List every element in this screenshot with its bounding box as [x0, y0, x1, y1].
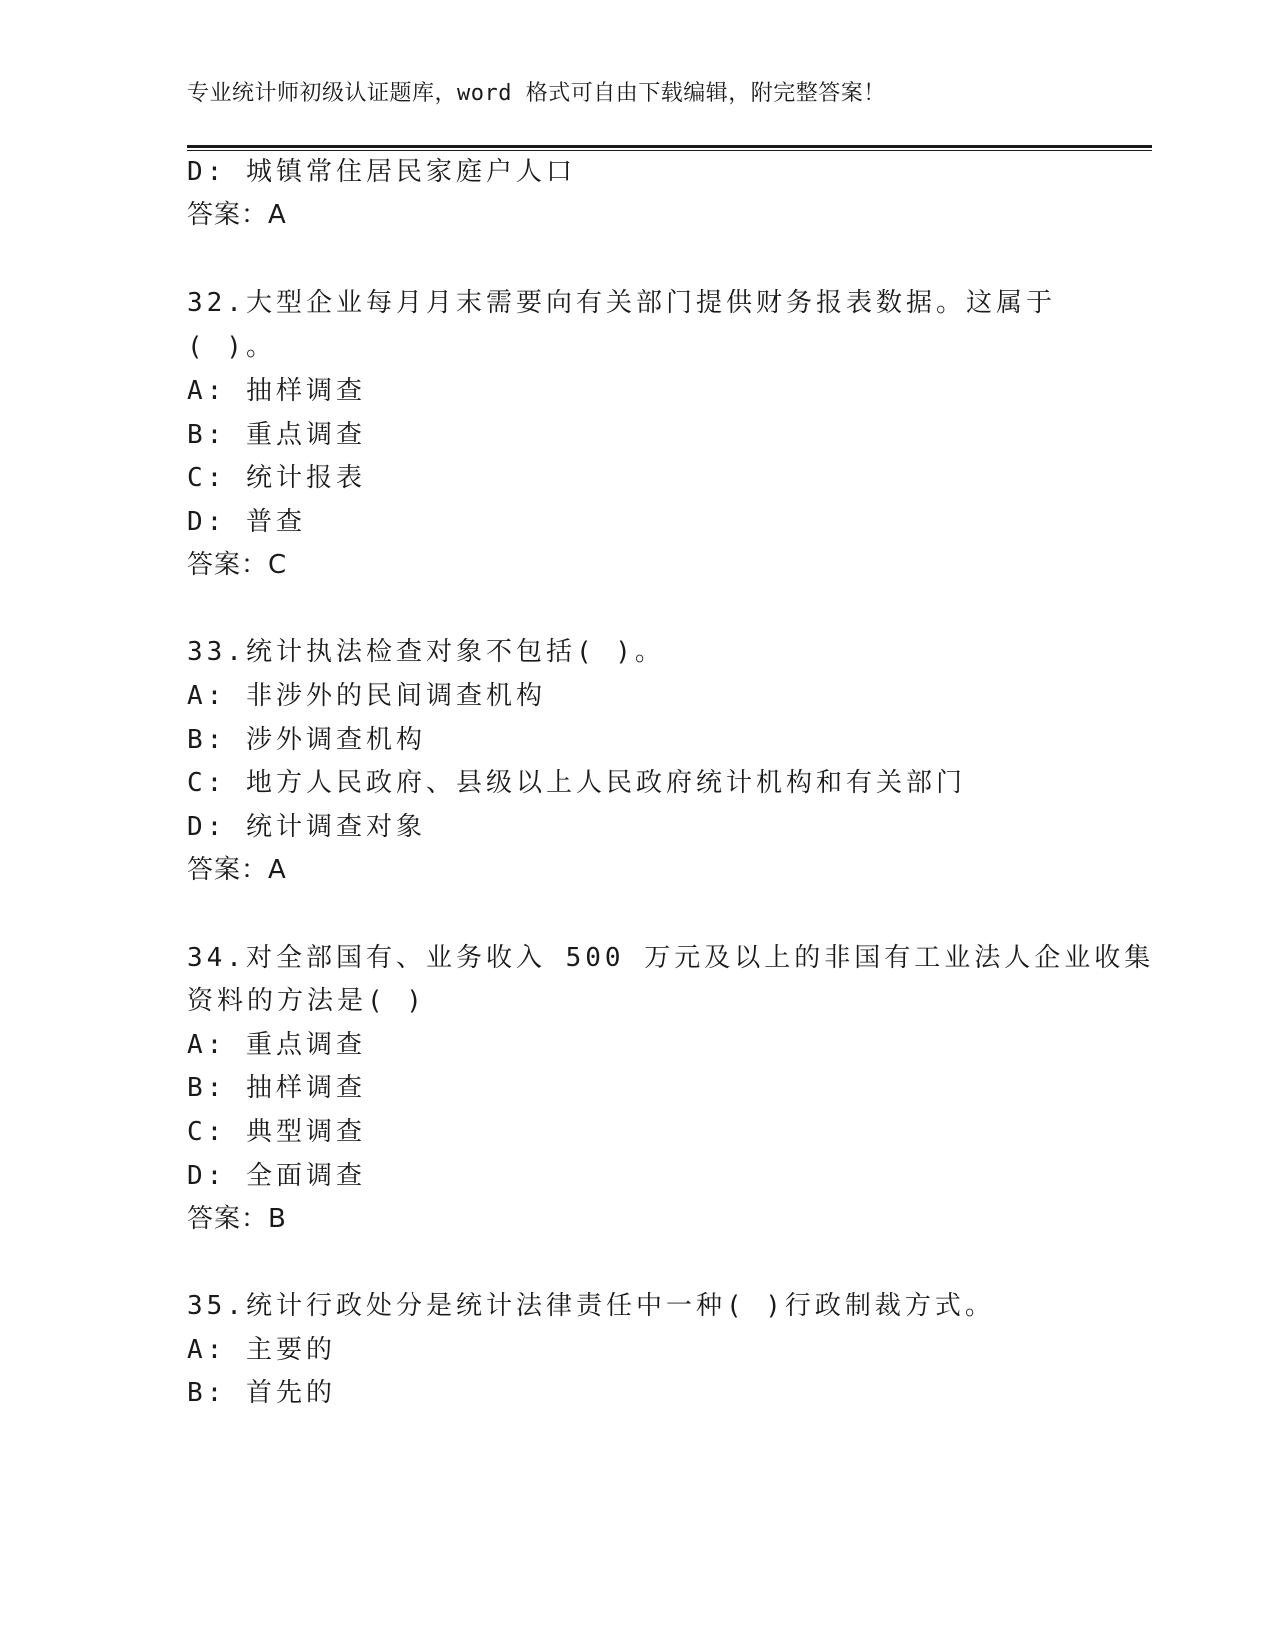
prev-option-d: D: 城镇常住居民家庭户人口 — [187, 157, 576, 187]
q35-stem-line1: 35.统计行政处分是统计法律责任中一种( )行政制裁方式。 — [187, 1291, 995, 1321]
q33-answer: 答案：A — [187, 855, 287, 885]
q34-option-c: C: 典型调查 — [187, 1117, 366, 1147]
q32-stem-line1: 32.大型企业每月月末需要向有关部门提供财务报表数据。这属于 — [187, 288, 1056, 318]
header-rule-thick — [187, 145, 1152, 148]
q33-option-a: A: 非涉外的民间调查机构 — [187, 681, 546, 711]
q34-answer: 答案：B — [187, 1204, 287, 1234]
q34-option-a: A: 重点调查 — [187, 1030, 366, 1060]
q32-option-c: C: 统计报表 — [187, 463, 366, 493]
q33-option-c: C: 地方人民政府、县级以上人民政府统计机构和有关部门 — [187, 768, 966, 798]
q34-option-b: B: 抽样调查 — [187, 1073, 366, 1103]
prev-answer: 答案：A — [187, 200, 287, 230]
page-header: 专业统计师初级认证题库，word 格式可自由下载编辑，附完整答案！ — [187, 81, 886, 106]
q35-option-b: B: 首先的 — [187, 1378, 336, 1408]
q33-option-d: D: 统计调查对象 — [187, 812, 426, 842]
q32-stem-line2: ( )。 — [187, 332, 276, 362]
q32-option-a: A: 抽样调查 — [187, 376, 366, 406]
q34-stem-line1: 34.对全部国有、业务收入 500 万元及以上的非国有工业法人企业收集 — [187, 943, 1155, 973]
q33-option-b: B: 涉外调查机构 — [187, 725, 426, 755]
q32-answer: 答案：C — [187, 550, 288, 580]
q35-option-a: A: 主要的 — [187, 1335, 336, 1365]
q34-stem-line2: 资料的方法是( ) — [187, 986, 426, 1016]
q33-stem-line1: 33.统计执法检查对象不包括( )。 — [187, 637, 665, 667]
q32-option-d: D: 普查 — [187, 507, 306, 537]
q32-option-b: B: 重点调查 — [187, 420, 366, 450]
header-rule-thin — [187, 150, 1152, 151]
q34-option-d: D: 全面调查 — [187, 1161, 366, 1191]
